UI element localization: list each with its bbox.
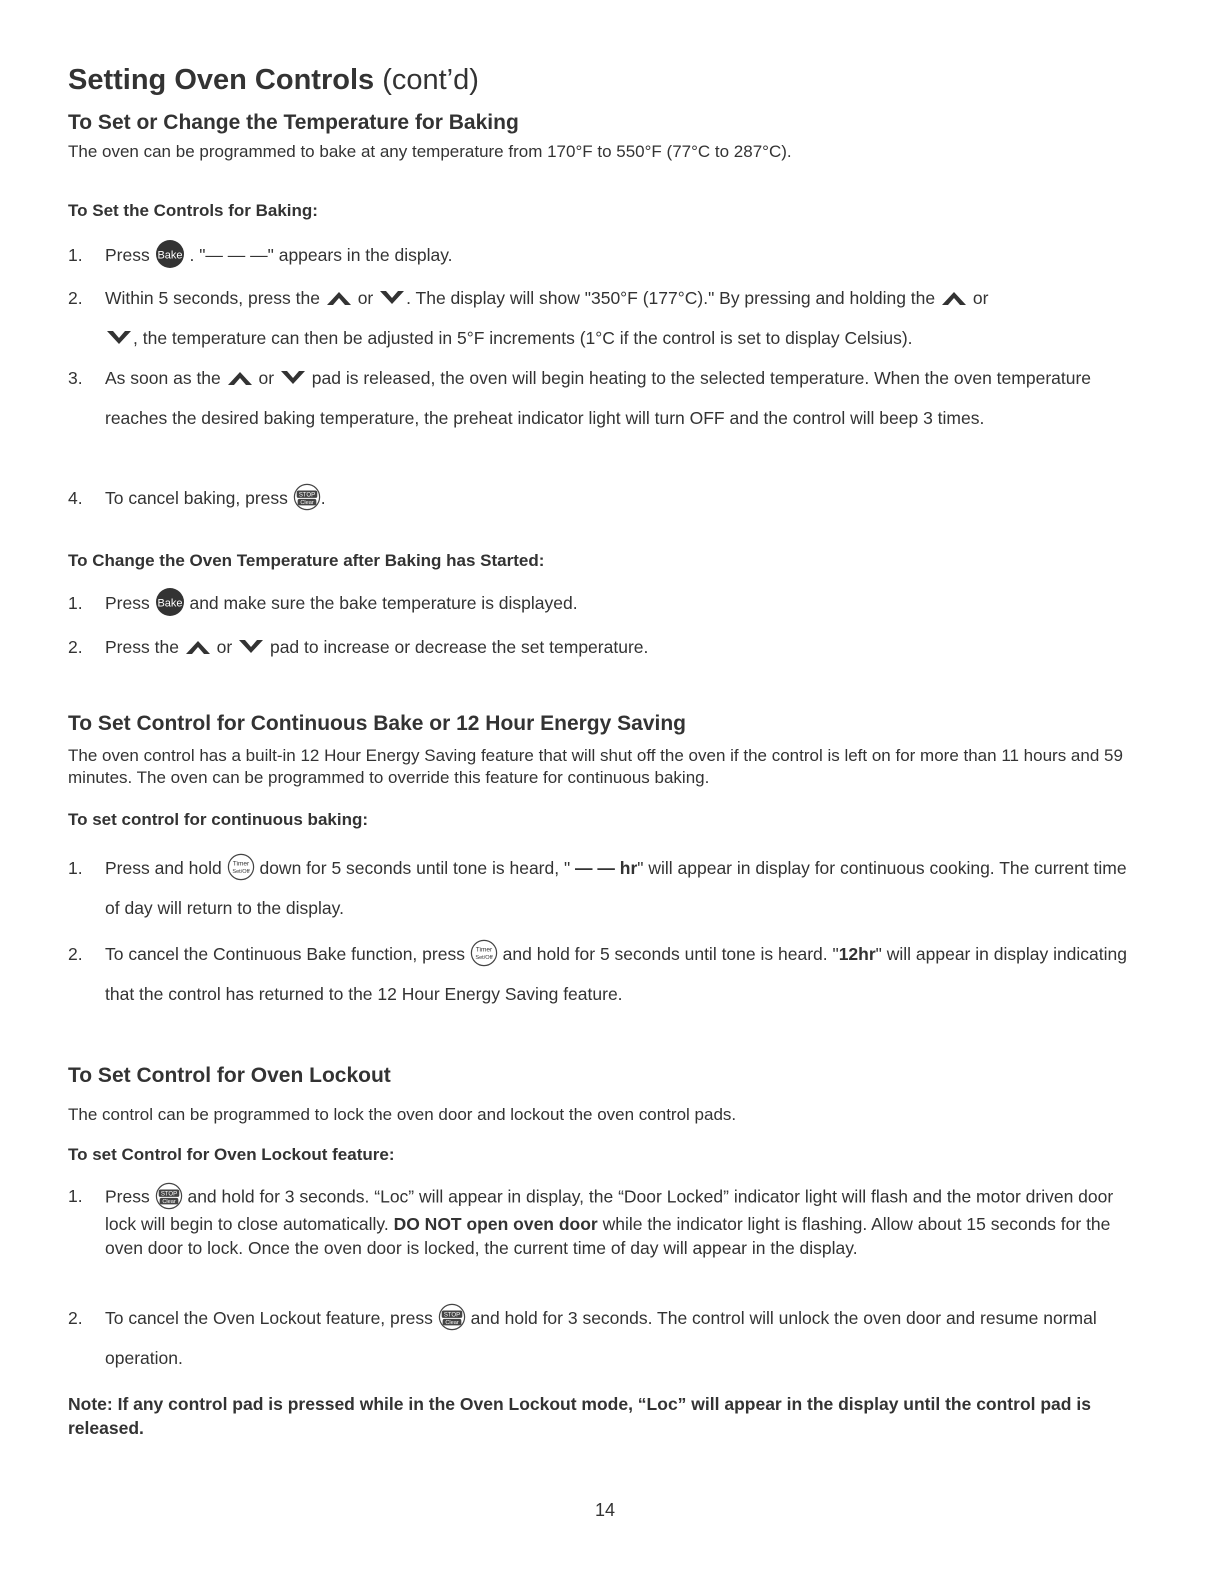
- step-text: or: [352, 288, 379, 308]
- bake-key-icon: [155, 239, 185, 269]
- step-text: Press: [105, 593, 155, 613]
- step-number: 3.: [68, 368, 83, 388]
- step-text: As soon as the: [105, 368, 226, 388]
- step-text: Press and hold: [105, 858, 227, 878]
- step-number: 2.: [68, 1308, 83, 1328]
- page-title-suffix: (cont’d): [374, 64, 479, 96]
- step-text: To cancel baking, press: [105, 488, 293, 508]
- up-arrow-icon: [940, 290, 968, 306]
- timer-set-off-key-icon: [470, 939, 498, 967]
- subheading-change-temperature: To Change the Oven Temperature after Baking has Started:: [68, 551, 545, 570]
- step-text: or: [211, 637, 238, 657]
- step-text-bold: 12hr: [838, 944, 876, 964]
- step-text: " will appear in display indicating that the control has returned to the 12 Hour Energy Saving feature.: [105, 944, 1128, 1004]
- step-text: To cancel the Continuous Bake function, press: [105, 944, 470, 964]
- step-text: and hold for 5 seconds until tone is heard. ": [497, 944, 839, 964]
- subheading-continuous-baking: To set control for continuous baking:: [68, 810, 369, 829]
- step-number: 1.: [68, 593, 83, 613]
- step-number: 1.: [68, 245, 83, 265]
- change-temp-step-2: [68, 627, 1138, 667]
- baking-step-3: [68, 358, 1138, 438]
- up-arrow-icon: [226, 370, 254, 386]
- down-arrow-icon: [378, 290, 406, 306]
- down-arrow-icon: [279, 370, 307, 386]
- step-number: 4.: [68, 488, 83, 508]
- step-number: 2.: [68, 637, 83, 657]
- step-text: " will appear in display for continuous cooking. The current time of day will return to the display.: [105, 858, 1127, 918]
- step-text: .: [320, 488, 326, 508]
- step-text: . "— — —" appears in the display.: [184, 245, 453, 265]
- down-arrow-icon: [105, 330, 133, 346]
- step-text: To cancel the Oven Lockout feature, press: [105, 1308, 438, 1328]
- step-text: while the indicator light is flashing. Allow about 15 seconds for the oven door to lock. Once the oven door is locked, the current time of day will appear in the display.: [105, 1214, 1111, 1258]
- step-number: 1.: [68, 1186, 83, 1206]
- subheading-oven-lockout-feature: To set Control for Oven Lockout feature:: [68, 1145, 395, 1164]
- continuous-step-2: [68, 934, 1138, 1014]
- step-text: Press the: [105, 637, 184, 657]
- stop-clear-key-icon: [438, 1303, 466, 1331]
- change-temp-step-1: [68, 583, 1138, 623]
- step-text: and make sure the bake temperature is displayed.: [184, 593, 578, 613]
- step-text: pad is released, the oven will begin heating to the selected temperature. When the oven temperature reaches the desired baking temperature, the preheat indicator light will turn OFF and the control will beep 3 times.: [105, 368, 1092, 428]
- section-heading-baking-temperature: To Set or Change the Temperature for Baking: [68, 111, 519, 134]
- step-text: Within 5 seconds, press the: [105, 288, 325, 308]
- bake-key-icon: [155, 587, 185, 617]
- step-text: , the temperature can then be adjusted in 5°F increments (1°C if the control is set to display Celsius).: [133, 328, 913, 348]
- step-text: . The display will show "350°F (177°C)." By pressing and holding the: [406, 288, 940, 308]
- step-number: 1.: [68, 858, 83, 878]
- baking-step-4: [68, 478, 1138, 518]
- step-text: Press: [105, 245, 155, 265]
- section-intro-baking: The oven can be programmed to bake at any temperature from 170°F to 550°F (77°C to 287°C).: [68, 142, 792, 161]
- stop-clear-key-icon: [155, 1182, 183, 1210]
- step-text-bold: DO NOT open oven door: [393, 1214, 598, 1234]
- baking-step-2: [68, 278, 1138, 358]
- page-number: 14: [595, 1500, 616, 1520]
- page-title: [68, 64, 479, 97]
- step-text: and hold for 3 seconds. The control will unlock the oven door and resume normal operation.: [105, 1308, 1097, 1368]
- step-text: or: [253, 368, 279, 388]
- section-intro-oven-lockout: The control can be programmed to lock the oven door and lockout the oven control pads.: [68, 1105, 737, 1124]
- step-text-bold: — — hr: [575, 858, 638, 878]
- step-number: 2.: [68, 944, 83, 964]
- section-heading-continuous-bake: To Set Control for Continuous Bake or 12 Hour Energy Saving: [68, 712, 687, 735]
- section-heading-oven-lockout: To Set Control for Oven Lockout: [68, 1064, 391, 1087]
- lockout-step-2: [68, 1298, 1138, 1378]
- step-text: and hold for 3 seconds. “Loc” will appear in display, the “Door Locked” indicator light will flash and the motor driven door lock will begin to close automatically.: [105, 1186, 1114, 1234]
- up-arrow-icon: [184, 639, 212, 655]
- continuous-step-1: [68, 848, 1138, 928]
- lockout-step-1: [68, 1184, 1138, 1260]
- timer-set-off-key-icon: [227, 853, 255, 881]
- page-title-main: Setting Oven Controls: [68, 64, 375, 96]
- subheading-set-controls-baking: To Set the Controls for Baking:: [68, 201, 318, 220]
- baking-step-1: [68, 235, 1138, 275]
- lockout-note: Note: If any control pad is pressed while in the Oven Lockout mode, “Loc” will appear in the display until the control pad is released.: [68, 1394, 1091, 1438]
- up-arrow-icon: [325, 290, 353, 306]
- section-intro-continuous-bake: The oven control has a built-in 12 Hour Energy Saving feature that will shut off the oven if the control is left on for more than 11 hours and 59 minutes. The oven can be programmed to override this feature for continuous baking.: [68, 746, 1123, 787]
- step-text: down for 5 seconds until tone is heard, ": [254, 858, 576, 878]
- step-text: or: [968, 288, 989, 308]
- step-text: pad to increase or decrease the set temperature.: [265, 637, 649, 657]
- stop-clear-key-icon: [293, 483, 321, 511]
- step-text: Press: [105, 1186, 155, 1207]
- down-arrow-icon: [237, 639, 265, 655]
- step-number: 2.: [68, 288, 83, 308]
